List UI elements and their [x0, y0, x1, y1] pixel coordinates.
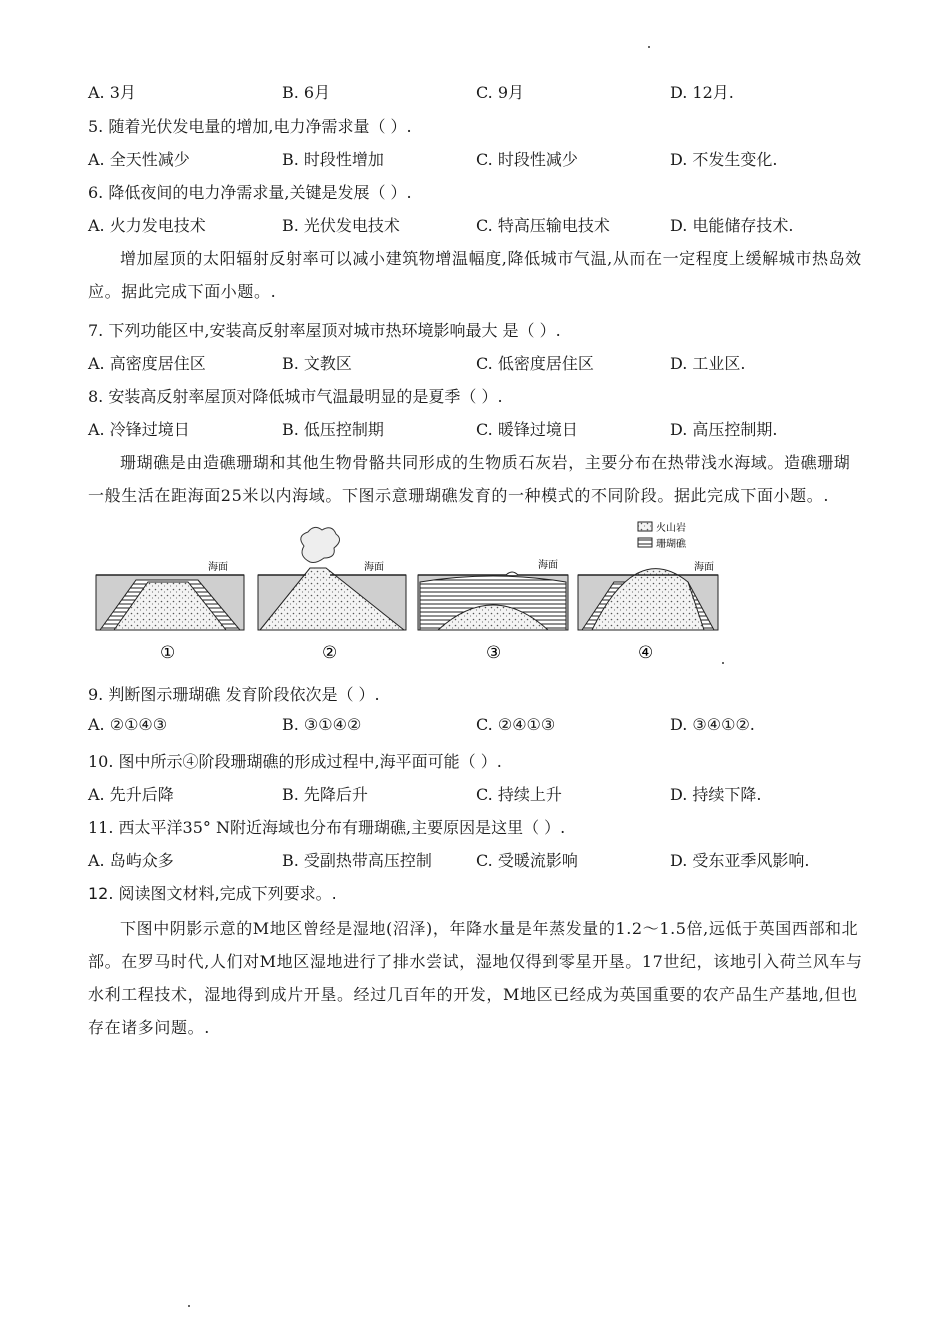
q4-option-a: A. 3月 [88, 83, 136, 102]
q10-option-a: A. 先升后降 [88, 785, 174, 804]
panel-1 [96, 560, 244, 663]
panel-2-number: ② [322, 643, 338, 663]
q9-option-b: B. ③①④② [282, 715, 362, 734]
panel-2 [258, 527, 406, 663]
figure-legend [638, 521, 687, 550]
q5-option-c: C. 时段性减少 [476, 150, 578, 169]
legend-coral-swatch [638, 538, 652, 547]
panel-4-sea-label: 海面 [694, 562, 714, 573]
q7-option-d: D. 工业区. [670, 354, 746, 373]
q5-option-d: D. 不发生变化. [670, 150, 778, 169]
coral-reef-figure [88, 510, 728, 670]
panel-3-sea-label: 海面 [538, 560, 558, 571]
passage-m-region: 下图中阴影示意的M地区曾经是湿地(沼泽)，年降水量是年蒸发量的1.2～1.5倍,远低于英国西部和北部。在罗马时代,人们对M地区湿地进行了排水尝试，湿地仅得到零星开垦。17世纪，该地引入荷兰风车与水利工程技术，湿地得到成片开垦。经过几百年的开发，M地区已经成为英国重要的农产品生产基地,但也存在诸多问题。. [88, 919, 863, 1037]
scan-dot [188, 1305, 190, 1307]
q7-option-a: A. 高密度居住区 [88, 354, 206, 373]
q9-stem: 9. 判断图示珊瑚礁 发育阶段依次是（ ）. [88, 685, 380, 704]
q11-option-c: C. 受暖流影响 [476, 851, 578, 870]
q6-stem: 6. 降低夜间的电力净需求量,关键是发展（ ）. [88, 183, 412, 202]
q6-option-d: D. 电能储存技术. [670, 216, 794, 235]
q7-option-b: B. 文教区 [282, 354, 352, 373]
panel-4 [578, 560, 718, 663]
q9-option-a: A. ②①④③ [88, 715, 168, 734]
q9-option-c: C. ②④①③ [476, 715, 556, 734]
q8-option-c: C. 暖锋过境日 [476, 420, 578, 439]
legend-coral-label: 珊瑚礁 [656, 539, 686, 550]
q10-option-c: C. 持续上升 [476, 785, 562, 804]
q11-option-a: A. 岛屿众多 [88, 851, 174, 870]
q5-stem: 5. 随着光伏发电量的增加,电力净需求量（ ）. [88, 117, 412, 136]
legend-volcanic-swatch [638, 522, 652, 531]
q8-option-a: A. 冷锋过境日 [88, 420, 190, 439]
panel-2-sea-label: 海面 [364, 562, 384, 573]
q4-option-c: C. 9月 [476, 83, 525, 102]
q6-option-c: C. 特高压输电技术 [476, 216, 610, 235]
panel-4-number: ④ [638, 643, 654, 663]
legend-volcanic-label: 火山岩 [656, 523, 686, 534]
q12-stem: 12. 阅读图文材料,完成下列要求。. [88, 884, 337, 903]
q11-option-d: D. 受东亚季风影响. [670, 851, 810, 870]
volcano-smoke [301, 527, 340, 562]
q8-stem: 8. 安装高反射率屋顶对降低城市气温最明显的是夏季（ ）. [88, 387, 503, 406]
q10-stem: 10. 图中所示④阶段珊瑚礁的形成过程中,海平面可能（ ）. [88, 752, 502, 771]
q5-option-b: B. 时段性增加 [282, 150, 384, 169]
passage-heat-island: 增加屋顶的太阳辐射反射率可以减小建筑物增温幅度,降低城市气温,从而在一定程度上缓解城市热岛效应。据此完成下面小题。. [88, 249, 862, 301]
q7-stem: 7. 下列功能区中,安装高反射率屋顶对城市热环境影响最大 是（ ）. [88, 321, 561, 340]
q11-option-b: B. 受副热带高压控制 [282, 851, 432, 870]
q9-option-d: D. ③④①②. [670, 715, 755, 734]
q10-option-b: B. 先降后升 [282, 785, 368, 804]
q11-stem: 11. 西太平洋35° N附近海域也分布有珊瑚礁,主要原因是这里（ ）. [88, 818, 566, 837]
q6-option-a: A. 火力发电技术 [88, 216, 206, 235]
q4-option-d: D. 12月. [670, 83, 734, 102]
q4-option-b: B. 6月 [282, 83, 331, 102]
passage-coral-reef: 珊瑚礁是由造礁珊瑚和其他生物骨骼共同形成的生物质石灰岩，主要分布在热带浅水海域。造礁珊瑚一般生活在距海面25米以内海域。下图示意珊瑚礁发育的一种模式的不同阶段。据此完成下面小题。. [88, 453, 851, 505]
panel-1-number: ① [160, 643, 176, 663]
panel-3 [418, 558, 568, 663]
panel-3-number: ③ [486, 643, 502, 663]
panel-1-sea-label: 海面 [208, 562, 228, 573]
q7-option-c: C. 低密度居住区 [476, 354, 594, 373]
scan-dot [722, 662, 724, 664]
q5-option-a: A. 全天性减少 [88, 150, 190, 169]
q6-option-b: B. 光伏发电技术 [282, 216, 400, 235]
scan-dot [648, 46, 650, 48]
q8-option-d: D. 高压控制期. [670, 420, 778, 439]
q8-option-b: B. 低压控制期 [282, 420, 384, 439]
q10-option-d: D. 持续下降. [670, 785, 762, 804]
